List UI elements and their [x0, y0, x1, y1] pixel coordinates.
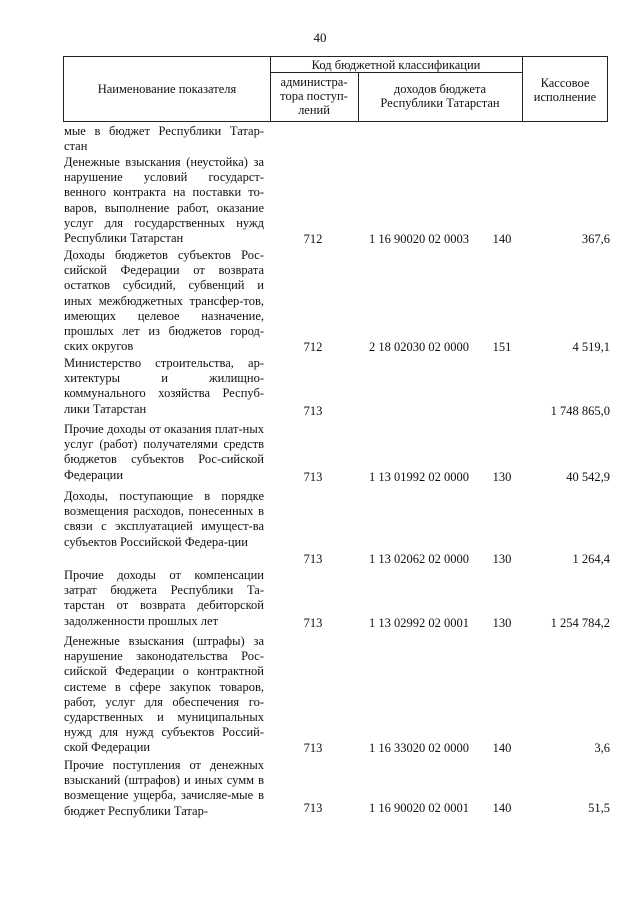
page-number: 40 [313, 30, 327, 45]
income-code: 1 16 90020 02 0003 [369, 232, 469, 246]
income-subcode: 130 [492, 552, 512, 566]
indicator-name: мые в бюджет Республики Татар-стан [64, 124, 264, 154]
income-subcode: 151 [492, 340, 512, 354]
admin-code: 712 [303, 232, 323, 246]
execution-amount: 367,6 [581, 232, 610, 246]
execution-amount: 3,6 [594, 741, 610, 755]
income-subcode: 130 [492, 470, 512, 484]
indicator-name: Денежные взыскания (неустойка) за нарушение условий государст-венного контракта на поставки то-варов, выполнение работ, оказание услуг для государственных нужд Республики Татарстан [64, 155, 264, 246]
table-row [0, 489, 640, 567]
indicator-name: Доходы, поступающие в порядке возмещения расходов, понесенных в связи с эксплуатацией имущест-ва субъектов Российской Федера-ции [64, 489, 264, 549]
execution-amount: 1 264,4 [572, 552, 610, 566]
indicator-name: Прочие поступления от денежных взысканий (штрафов) и иных сумм в возмещение ущерба, зачисляе-мые в бюджет Республики Татар- [64, 758, 264, 818]
admin-code: 713 [303, 801, 323, 815]
admin-code: 713 [303, 616, 323, 630]
execution-amount: 4 519,1 [572, 340, 610, 354]
income-subcode: 130 [492, 616, 512, 630]
indicator-name: Прочие доходы от оказания плат-ных услуг (работ) получателями средств бюджетов субъектов Рос-сийской Федерации [64, 422, 264, 482]
header-divider-income [522, 56, 523, 121]
income-code: 2 18 02030 02 0000 [369, 340, 469, 354]
table-row [0, 568, 640, 631]
header-execution: Кассовое исполнение [533, 76, 597, 104]
execution-amount: 40 542,9 [566, 470, 610, 484]
income-code: 1 13 02062 02 0000 [369, 552, 469, 566]
header-divider-admin [358, 72, 359, 121]
header-indicator: Наименование показателя [97, 82, 237, 96]
execution-amount: 1 254 784,2 [550, 616, 610, 630]
income-code: 1 16 33020 02 0000 [369, 741, 469, 755]
income-code: 1 13 01992 02 0000 [369, 470, 469, 484]
income-subcode: 140 [492, 801, 512, 815]
table-row [0, 758, 640, 820]
indicator-name: Министерство строительства, ар-хитектуры и жилищно-коммунального хозяйства Респуб-лики Татарстан [64, 356, 264, 416]
header-admin: администра-тора поступ-лений [280, 75, 348, 117]
income-subcode: 140 [492, 741, 512, 755]
table-row [0, 634, 640, 756]
indicator-name: Денежные взыскания (штрафы) за нарушение законодательства Рос-сийской Федерации о контрактной системе в сфере закупок товаров, работ, услуг для обеспечения го-сударственных и муниципальных нужд для нужд субъектов Россий-ской Федерации [64, 634, 264, 755]
admin-code: 712 [303, 340, 323, 354]
indicator-name: Доходы бюджетов субъектов Рос-сийской Федерации от возврата остатков субсидий, субвенций и иных межбюджетных трансфер-тов, имеющих целевое назначение, прошлых лет из бюджетов город-ских округов [64, 248, 264, 354]
execution-amount: 51,5 [588, 801, 610, 815]
table-header-top-border [63, 56, 608, 57]
admin-code: 713 [303, 552, 323, 566]
income-code: 1 16 90020 02 0001 [369, 801, 469, 815]
income-subcode: 140 [492, 232, 512, 246]
income-code: 1 13 02992 02 0001 [369, 616, 469, 630]
admin-code: 713 [303, 404, 323, 418]
table-header-bottom-border [63, 121, 608, 122]
table-row [0, 155, 640, 247]
table-row [0, 356, 640, 419]
indicator-name: Прочие доходы от компенсации затрат бюджета Республики Та-тарстан от возврата дебиторской задолженности прошлых лет [64, 568, 264, 628]
code-group-divider [270, 72, 522, 73]
table-row [0, 124, 640, 156]
table-row [0, 248, 640, 355]
admin-code: 713 [303, 470, 323, 484]
table-row [0, 422, 640, 485]
table-right-border [607, 56, 608, 121]
execution-amount: 1 748 865,0 [550, 404, 610, 418]
admin-code: 713 [303, 741, 323, 755]
header-income: доходов бюджета Республики Татарстан [380, 82, 500, 110]
header-code-group: Код бюджетной классификации [311, 58, 481, 72]
